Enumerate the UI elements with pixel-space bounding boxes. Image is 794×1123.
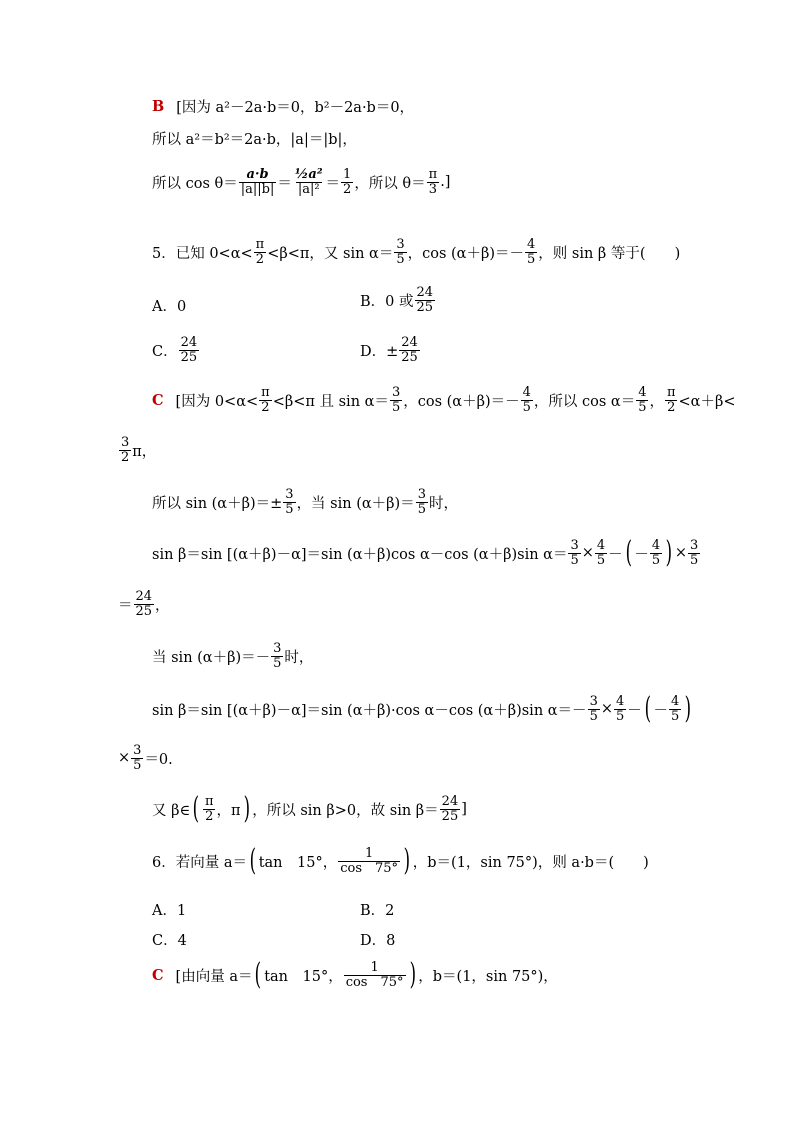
fraction: $\frac{24}{25}$: [135, 589, 153, 619]
answer-b-line2: [152, 128, 357, 149]
fraction: $\frac{\text{½a²}}{\text{|a|²}}$: [294, 167, 323, 197]
fraction: $\frac{4}{5}$: [638, 385, 647, 415]
text: 所以 a²＝b²＝2a·b，|a|＝|b|，: [152, 132, 357, 148]
fraction: $\frac{4}{5}$: [616, 693, 625, 724]
answer-c-line7: sin β＝sin [(α＋β)－α]＝sin (α＋β)·cos α－cos (α＋β)sin α＝－ $\frac{3}{5}$ × $\frac{4}{5}$ － ( － $\frac{4}{5}$ ): [152, 691, 692, 726]
fraction: $\frac{3}{5}$: [417, 487, 426, 517]
fraction: $\frac{\pi}{2}$: [261, 385, 270, 415]
option-d[interactable]: D．± $\frac{24}{25}$: [360, 335, 418, 365]
fraction: $\frac{24}{25}$: [416, 285, 434, 315]
fraction: $\frac{\pi}{2}$: [255, 237, 265, 267]
fraction: $\frac{3}{5}$: [589, 693, 598, 724]
fraction: $\frac{3}{5}$: [570, 537, 579, 568]
answer-tag: C: [152, 966, 164, 984]
question-6: 6．若向量 a＝ ( tan 15°， $\frac{1}{\cos 75^\circ}$ ) ，b＝(1，sin 75°)，则 a·b＝( ): [152, 843, 649, 878]
fraction: $\frac{4}{5}$: [651, 537, 661, 568]
fraction: $\frac{4}{5}$: [596, 537, 606, 568]
fraction: $\frac{1}{\cos 75^\circ}$: [340, 845, 399, 876]
answer-tag: B: [152, 98, 165, 115]
fraction: $\frac{4}{5}$: [671, 693, 680, 724]
fraction: $\frac{3}{2}$: [121, 435, 130, 465]
answer-tag: C: [152, 391, 164, 409]
fraction: $\frac{\pi}{2}$: [204, 793, 214, 824]
option-d[interactable]: D．8: [360, 933, 396, 949]
answer-c2-line1: C [由向量 a＝ ( tan 15°， $\frac{1}{\cos 75^\circ}$ ) ，b＝(1，sin 75°)，: [152, 957, 558, 992]
fraction: $\frac{3}{5}$: [133, 743, 142, 773]
fraction: $\frac{3}{5}$: [690, 537, 699, 568]
fraction: $\frac{3}{5}$: [273, 641, 282, 671]
fraction: $\frac{24}{25}$: [180, 335, 198, 365]
fraction: $\frac{24}{25}$: [401, 335, 418, 365]
text: 所以 cos θ＝: [152, 175, 238, 192]
fraction: $\frac{\pi}{3}$: [428, 167, 438, 197]
answer-b-line3: 所以 cos θ＝ $\frac{a\cdot b}{|a||b|}$ ＝ $\frac{\text{½a²}}{\text{|a|²}}$ ＝ $\frac{1}{2}$ ，所以 θ＝ $\frac{\pi}{3}$ .]: [152, 167, 451, 197]
fraction: $\frac{1}{2}$: [343, 167, 352, 197]
option-a[interactable]: A．1: [152, 903, 187, 919]
text: .]: [440, 174, 451, 191]
fraction: $\frac{3}{5}$: [391, 385, 401, 415]
option-b[interactable]: B．2: [360, 903, 395, 919]
answer-b-line1: [152, 96, 414, 117]
fraction: $\frac{4}{5}$: [522, 385, 531, 415]
answer-c-line9: 又 β∈ ( $\frac{\pi}{2}$ ，π ) ，所以 sin β>0，故 sin β＝ $\frac{24}{25}$ ]: [152, 791, 467, 826]
answer-c-line2: $\frac{3}{2}$ π，: [121, 435, 157, 465]
answer-c-line5: ＝ $\frac{24}{25}$ ，: [118, 589, 170, 619]
text: ，所以 θ＝: [354, 175, 426, 192]
answer-c-line4: sin β＝sin [(α＋β)－α]＝sin (α＋β)cos α－cos (α＋β)sin α＝ $\frac{3}{5}$ × $\frac{4}{5}$ － ( － $\frac{4}{5}$ ) × $\frac{3}{5}$: [152, 535, 699, 570]
question-5: 5．已知 0<α< $\frac{\pi}{2}$ <β<π，又 sin α＝ $\frac{3}{5}$ ，cos (α＋β)＝－ $\frac{4}{5}$ ，则 sin β 等于( ): [152, 237, 681, 267]
fraction: $\frac{3}{5}$: [396, 237, 405, 267]
option-b[interactable]: B．0 或 $\frac{24}{25}$: [360, 285, 434, 315]
answer-c-line8: × $\frac{3}{5}$ ＝0.: [118, 743, 173, 773]
option-c[interactable]: C．4: [152, 933, 187, 949]
option-a[interactable]: A．0: [152, 299, 187, 315]
fraction: $\frac{1}{\cos 75^\circ}$: [345, 959, 404, 990]
answer-c-line6: 当 sin (α＋β)＝－ $\frac{3}{5}$ 时，: [152, 641, 314, 671]
fraction: $\frac{4}{5}$: [527, 237, 536, 267]
fraction: $\frac{24}{25}$: [441, 793, 459, 824]
fraction: $\frac{a\cdot b}{|a||b|}$: [240, 167, 275, 197]
fraction: $\frac{3}{5}$: [285, 487, 294, 517]
fraction: $\frac{\pi}{2}$: [666, 385, 676, 415]
answer-c-line1: C [因为 0<α< $\frac{\pi}{2}$ <β<π 且 sin α＝ $\frac{3}{5}$ ，cos (α＋β)＝－ $\frac{4}{5}$ ，所以 cos α＝ $\frac{4}{5}$ ， $\frac{\pi}{2}$ <α＋β<: [152, 385, 736, 415]
answer-c-line3: 所以 sin (α＋β)＝± $\frac{3}{5}$ ，当 sin (α＋β)＝ $\frac{3}{5}$ 时，: [152, 487, 458, 517]
text: [因为 a²－2a·b＝0，b²－2a·b＝0，: [176, 100, 415, 116]
option-c[interactable]: C． $\frac{24}{25}$: [152, 335, 198, 365]
